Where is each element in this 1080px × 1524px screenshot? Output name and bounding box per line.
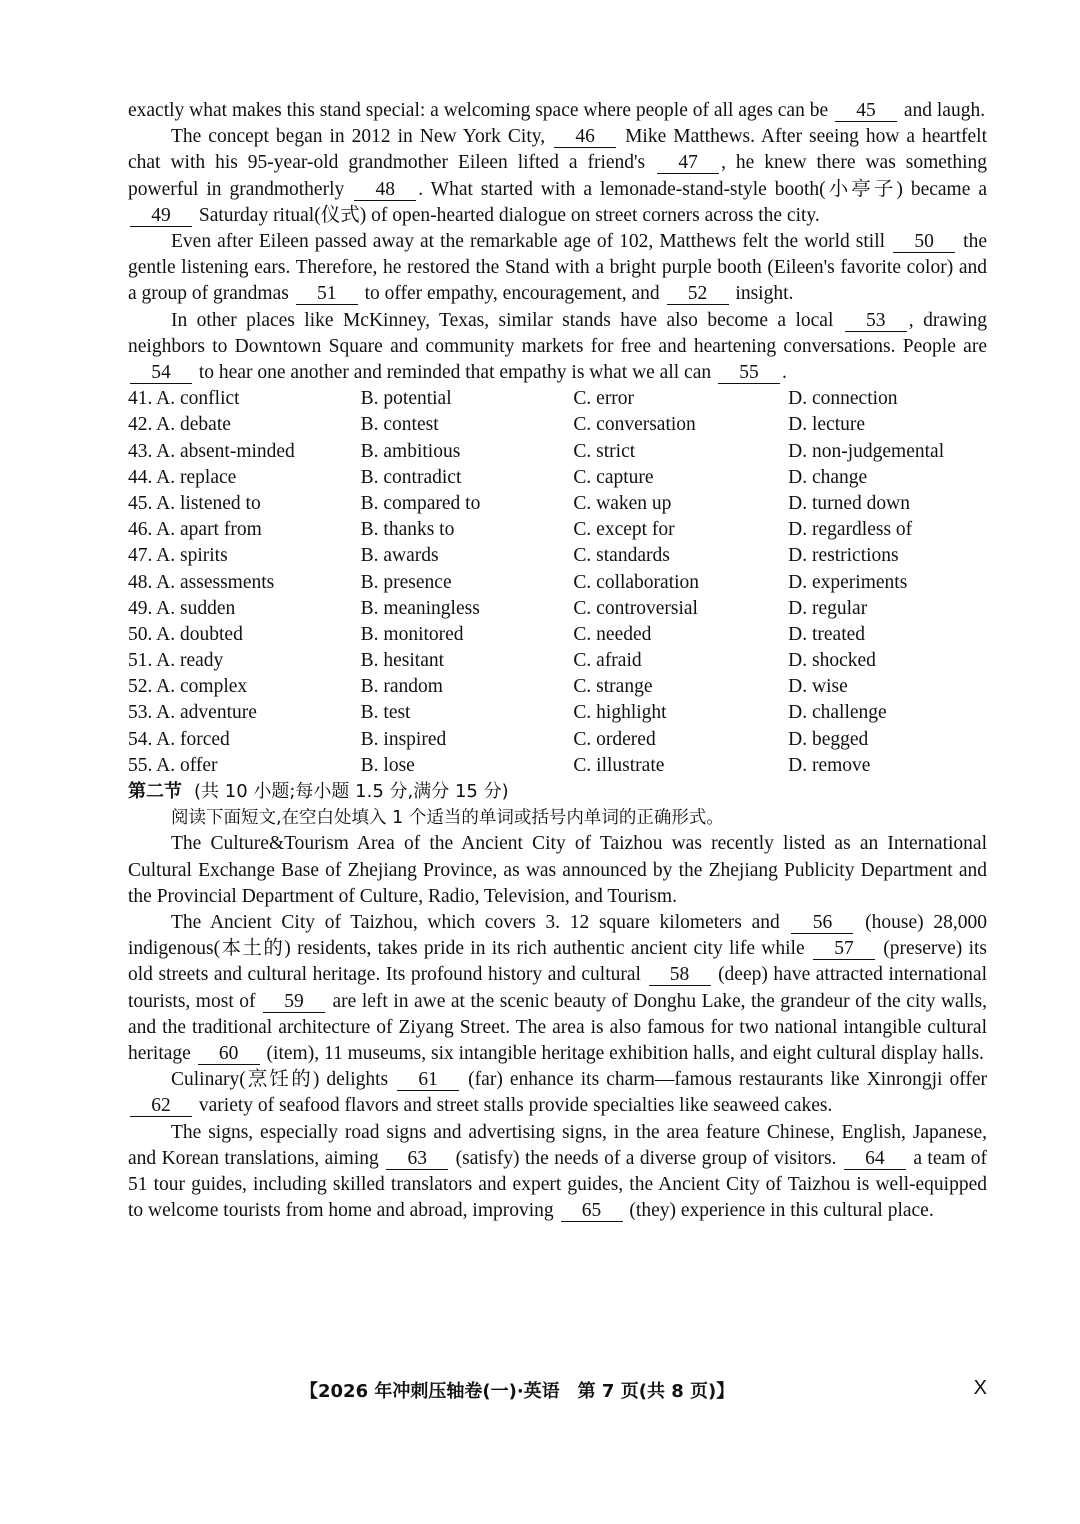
option-b: B. contradict xyxy=(360,466,462,488)
option-a: 52. A. complex xyxy=(128,676,248,698)
option-row xyxy=(128,596,987,622)
option-a: 42. A. debate xyxy=(128,414,231,436)
option-c: C. except for xyxy=(573,519,675,541)
text: Saturday ritual(仪式) of open-hearted dialogue on street corners across the city. xyxy=(194,204,820,226)
text: are left in awe at the scenic beauty of Donghu Lake, the grandeur of the city walls, and the traditional architecture of Ziyang Street. The area is also famous for two national intangible cultural heritage xyxy=(128,990,987,1065)
text: The Culture&Tourism Area of the Ancient City of Taizhou was recently listed as an International Cultural Exchange Base of Zhejiang Province, as was announced by the Zhejiang Publicity Department and the Provincial Department of Culture, Radio, Television, and Tourism. xyxy=(128,833,987,907)
option-c: C. afraid xyxy=(573,650,642,672)
passage2-paragraph-1 xyxy=(128,831,987,910)
option-a: 46. A. apart from xyxy=(128,519,262,541)
blank-50: 50 xyxy=(893,232,955,253)
option-c: C. capture xyxy=(573,466,654,488)
option-c: C. needed xyxy=(573,623,652,645)
text: Mike Matthews. After seeing how a heartfelt chat with his 95-year-old grandmother Eileen lifted a friend's xyxy=(128,126,987,174)
option-b: B. presence xyxy=(360,571,452,593)
option-c: C. controversial xyxy=(573,597,698,619)
option-d: D. lecture xyxy=(788,414,866,436)
blank-57: 57 xyxy=(813,939,875,960)
option-row xyxy=(128,517,987,543)
option-row xyxy=(128,465,987,491)
text: a team of 51 tour guides, including skilled translators and expert guides, the Ancient City of Taizhou is well-equipped to welcome tourists from home and abroad, improving xyxy=(128,1147,987,1222)
option-b: B. contest xyxy=(360,414,439,436)
option-c: C. collaboration xyxy=(573,571,700,593)
option-a: 44. A. replace xyxy=(128,466,237,488)
option-row xyxy=(128,386,987,412)
text: (far) enhance its charm—famous restaurants like Xinrongji offer xyxy=(461,1069,987,1091)
option-row xyxy=(128,727,987,753)
option-c: C. error xyxy=(573,388,635,410)
text: . xyxy=(781,362,787,384)
option-b: B. awards xyxy=(360,545,439,567)
blank-60: 60 xyxy=(198,1044,260,1065)
option-c: C. illustrate xyxy=(573,754,665,776)
passage2-paragraph-3 xyxy=(128,1067,987,1119)
section2-instruction: 阅读下面短文,在空白处填入 1 个适当的单词或括号内单词的正确形式。 xyxy=(171,808,724,829)
text: Culinary(烹饪的) delights xyxy=(171,1069,396,1091)
option-b: B. monitored xyxy=(360,623,464,645)
option-c: C. strange xyxy=(573,676,653,698)
blank-55: 55 xyxy=(718,363,780,384)
text: the gentle listening ears. Therefore, he restored the Stand with a bright purple booth (Eileen's favorite color) and a group of grandmas xyxy=(128,231,988,305)
option-c: C. conversation xyxy=(573,414,696,436)
text: and laugh. xyxy=(898,100,986,121)
option-a: 51. A. ready xyxy=(128,650,224,672)
blank-48: 48 xyxy=(354,180,416,201)
option-row xyxy=(128,412,987,438)
text: (item), 11 museums, six intangible heritage exhibition halls, and eight cultural display halls. xyxy=(261,1043,984,1065)
blank-56: 56 xyxy=(791,913,853,934)
option-a: 41. A. conflict xyxy=(128,388,240,410)
text: to offer empathy, encouragement, and xyxy=(359,283,665,305)
text: insight. xyxy=(730,283,794,305)
blank-51: 51 xyxy=(296,284,358,305)
text: Even after Eileen passed away at the remarkable age of 102, Matthews felt the world still xyxy=(171,231,892,253)
blank-62: 62 xyxy=(130,1096,192,1117)
option-d: D. restrictions xyxy=(788,545,899,567)
option-d: D. challenge xyxy=(788,702,887,724)
option-a: 54. A. forced xyxy=(128,728,230,750)
option-c: C. highlight xyxy=(573,702,667,724)
option-row xyxy=(128,491,987,517)
blank-54: 54 xyxy=(130,363,192,384)
option-d: D. regardless of xyxy=(788,519,913,541)
blank-52: 52 xyxy=(667,284,729,305)
option-b: B. potential xyxy=(360,388,452,410)
text: (deep) have attracted international tourists, most of xyxy=(128,964,987,1012)
option-a: 53. A. adventure xyxy=(128,702,257,724)
option-a: 47. A. spirits xyxy=(128,545,228,567)
section2-points: (共 10 小题;每小题 1.5 分,满分 15 分) xyxy=(194,781,509,803)
text: The signs, especially road signs and advertising signs, in the area feature Chinese, English, Japanese, and Korean translations, aiming xyxy=(128,1121,987,1169)
option-d: D. turned down xyxy=(788,492,911,514)
option-c: C. waken up xyxy=(573,492,672,514)
blank-45: 45 xyxy=(835,101,897,122)
option-row xyxy=(128,570,987,596)
option-c: C. standards xyxy=(573,545,670,567)
blank-46: 46 xyxy=(554,127,616,148)
option-a: 48. A. assessments xyxy=(128,571,275,593)
text: to hear one another and reminded that empathy is what we all can xyxy=(194,362,716,384)
passage2-paragraph-4 xyxy=(128,1120,987,1225)
option-b: B. ambitious xyxy=(360,440,461,462)
text: (satisfy) the needs of a diverse group of visitors. xyxy=(450,1147,842,1169)
blank-64: 64 xyxy=(844,1149,906,1170)
passage2-paragraph-2 xyxy=(128,910,987,1067)
option-d: D. change xyxy=(788,466,868,488)
option-row xyxy=(128,753,987,779)
section2-title: 第二节 xyxy=(128,781,182,803)
option-b: B. compared to xyxy=(360,492,481,514)
option-d: D. non-judgemental xyxy=(788,440,945,462)
option-a: 43. A. absent-minded xyxy=(128,440,295,462)
option-a: 50. A. doubted xyxy=(128,623,243,645)
blank-58: 58 xyxy=(649,965,711,986)
options-list xyxy=(128,386,987,779)
blank-49: 49 xyxy=(130,206,192,227)
passage1-paragraph-0 xyxy=(128,98,987,124)
option-b: B. inspired xyxy=(360,728,447,750)
option-d: D. remove xyxy=(788,754,871,776)
blank-61: 61 xyxy=(397,1070,459,1091)
option-d: D. connection xyxy=(788,388,898,410)
option-row xyxy=(128,439,987,465)
option-c: C. ordered xyxy=(573,728,656,750)
option-row xyxy=(128,543,987,569)
blank-59: 59 xyxy=(263,992,325,1013)
text: . What started with a lemonade-stand-style booth(小亭子) became a xyxy=(418,178,987,200)
blank-53: 53 xyxy=(845,311,907,332)
passage1-paragraph-2 xyxy=(128,229,987,308)
blank-63: 63 xyxy=(386,1149,448,1170)
text: , drawing neighbors to Downtown Square and community markets for free and heartening conversations. People are xyxy=(128,309,987,357)
option-row xyxy=(128,622,987,648)
option-d: D. treated xyxy=(788,623,866,645)
option-row xyxy=(128,674,987,700)
option-d: D. shocked xyxy=(788,650,876,672)
section2-heading xyxy=(128,779,987,805)
option-a: 55. A. offer xyxy=(128,754,218,776)
option-b: B. random xyxy=(360,676,443,698)
option-a: 45. A. listened to xyxy=(128,492,261,514)
text: variety of seafood flavors and street stalls provide specialties like seaweed cakes. xyxy=(194,1095,833,1117)
option-d: D. begged xyxy=(788,728,869,750)
text: The concept began in 2012 in New York City, xyxy=(171,126,553,148)
option-b: B. meaningless xyxy=(360,597,480,619)
blank-65: 65 xyxy=(561,1201,623,1222)
option-b: B. hesitant xyxy=(360,650,445,672)
footer-mark: X xyxy=(973,1377,987,1399)
option-a: 49. A. sudden xyxy=(128,597,236,619)
text: exactly what makes this stand special: a welcoming space where people of all ages can be xyxy=(128,100,833,121)
footer-text: 【2026 年冲刺压轴卷(一)·英语 第 7 页(共 8 页)】 xyxy=(300,1381,735,1402)
option-d: D. wise xyxy=(788,676,848,698)
text: , he knew there was something powerful in grandmotherly xyxy=(128,152,987,200)
option-b: B. lose xyxy=(360,754,415,776)
text: In other places like McKinney, Texas, similar stands have also become a local xyxy=(171,309,843,331)
option-b: B. test xyxy=(360,702,411,724)
option-c: C. strict xyxy=(573,440,636,462)
text: (preserve) its old streets and cultural heritage. Its profound history and cultural xyxy=(128,938,987,986)
option-row xyxy=(128,700,987,726)
option-d: D. regular xyxy=(788,597,868,619)
text: (they) experience in this cultural place. xyxy=(624,1200,934,1222)
option-b: B. thanks to xyxy=(360,519,455,541)
option-d: D. experiments xyxy=(788,571,908,593)
option-row xyxy=(128,648,987,674)
passage1-paragraph-3 xyxy=(128,308,987,387)
text: The Ancient City of Taizhou, which covers 3. 12 square kilometers and xyxy=(171,912,790,934)
blank-47: 47 xyxy=(657,153,719,174)
text: (house) 28,000 indigenous(本土的) residents, takes pride in its rich authentic ancient city life while xyxy=(128,912,988,960)
passage1-paragraph-1 xyxy=(128,124,987,229)
